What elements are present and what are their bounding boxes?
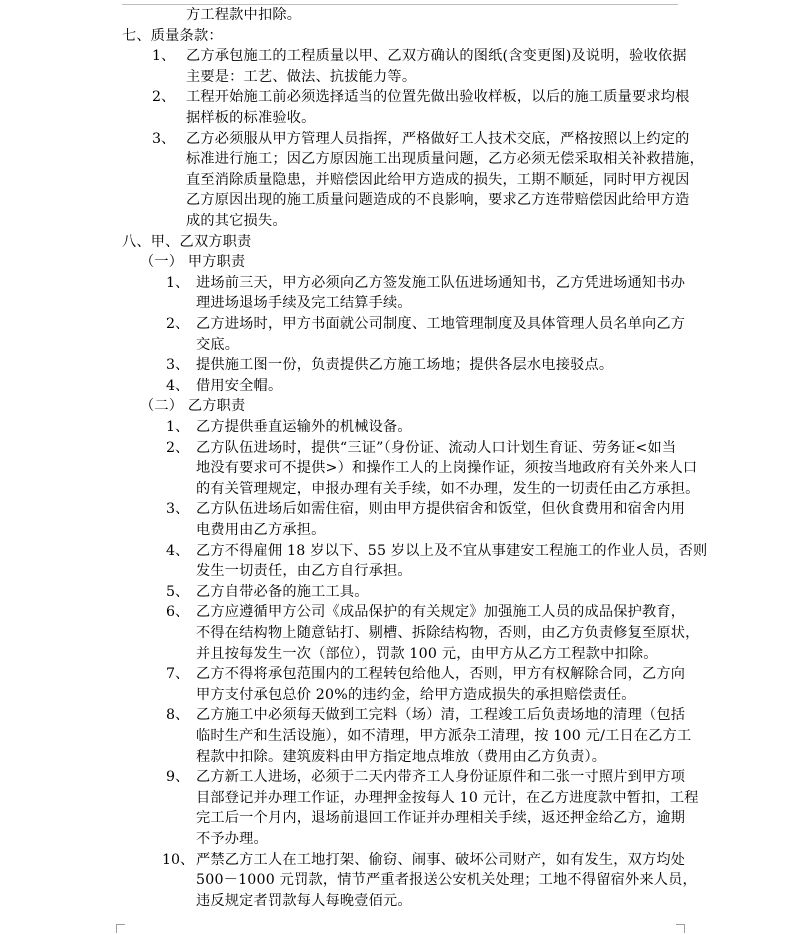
list-item-text: 乙方不得将承包范围内的工程转包给他人，否则，甲方有权解除合同，乙方向 bbox=[196, 666, 686, 683]
list-item-text: 乙方必须服从甲方管理人员指挥，严格做好工人技术交底，严格按照以上约定的 bbox=[186, 130, 690, 147]
list-item-text: 乙方进场时，甲方书面就公司制度、工地管理制度及具体管理人员名单向乙方 bbox=[196, 316, 686, 332]
item-number: 5、 bbox=[166, 583, 190, 600]
list-item-text: 乙方自带必备的施工工具。 bbox=[196, 583, 369, 600]
item-number: 2、 bbox=[166, 316, 190, 332]
list-item-text: 不得在结构物上随意钻打、剔槽、拆除结构物，否则，由乙方负责修复至原状， bbox=[196, 625, 700, 641]
item-number: 4、 bbox=[166, 542, 190, 559]
list-item-text: 不予办理。 bbox=[196, 831, 268, 847]
item-number: 1、 bbox=[166, 274, 190, 291]
list-item-text: 的有关管理规定，申报办理有关手续，如不办理，发生的一切责任由乙方承担。 bbox=[196, 480, 700, 497]
item-number: 3、 bbox=[166, 357, 190, 374]
item-number: 1、 bbox=[166, 419, 190, 435]
list-item-text: 据样板的标准验收。 bbox=[186, 110, 316, 126]
subsection-heading: （二） 乙方职责 bbox=[140, 398, 246, 415]
list-item-text: 主要是：工艺、做法、抗拔能力等。 bbox=[186, 68, 417, 85]
page-corner-mark-right bbox=[676, 924, 685, 933]
list-item-text: 甲方支付承包总价 20%的违约金，给甲方造成损失的承担赔偿责任。 bbox=[196, 686, 636, 703]
item-number: 8、 bbox=[166, 707, 190, 724]
list-item-text: 工程开始施工前必须选择适当的位置先做出验收样板，以后的施工质量要求均根 bbox=[186, 89, 690, 106]
list-item-text: 借用安全帽。 bbox=[196, 377, 283, 394]
list-item-text: 理进场退场手续及完工结算手续。 bbox=[196, 295, 412, 312]
list-item-text: 违反规定者罚款每人每晚壹佰元。 bbox=[196, 892, 412, 909]
item-number: 10、 bbox=[162, 851, 195, 868]
item-number: 4、 bbox=[166, 377, 190, 394]
list-item-text: 电费用由乙方承担。 bbox=[196, 522, 326, 538]
item-number: 3、 bbox=[166, 501, 190, 518]
list-item-text: 严禁乙方工人在工地打架、偷窃、闹事、破坏公司财产，如有发生，双方均处 bbox=[196, 851, 686, 868]
item-number: 3、 bbox=[152, 130, 176, 147]
list-item-text: 直至消除质量隐患，并赔偿因此给甲方造成的损失，工期不顺延，同时甲方视因 bbox=[186, 171, 690, 188]
list-item-text: 乙方提供垂直运输外的机械设备。 bbox=[196, 419, 412, 435]
list-item-text: 临时生产和生活设施），如不清理，甲方派杂工清理，按 100 元/工日在乙方工 bbox=[196, 728, 692, 744]
list-item-text: 乙方新工人进场，必须于二天内带齐工人身份证原件和二张一寸照片到甲方项 bbox=[196, 769, 686, 786]
list-item-text: 地没有要求可不提供>）和操作工人的上岗操作证，须按当地政府有关外来人口 bbox=[196, 460, 698, 477]
list-item-text: 提供施工图一份，负责提供乙方施工场地；提供各层水电接驳点。 bbox=[196, 357, 614, 374]
list-item-text: 乙方队伍进场后如需住宿，则由甲方提供宿舍和饭堂，但伙食费用和宿舍内用 bbox=[196, 501, 686, 518]
page-corner-mark-left bbox=[116, 924, 125, 933]
item-number: 6、 bbox=[166, 604, 190, 621]
section-heading: 八、甲、乙双方职责 bbox=[122, 233, 252, 250]
list-item-text: 乙方原因出现的施工质量问题造成的不良影响，要求乙方连带赔偿因此给甲方造 bbox=[186, 192, 690, 209]
item-number: 2、 bbox=[166, 439, 190, 456]
list-item-text: 发生一切责任，由乙方自行承担。 bbox=[196, 563, 412, 580]
list-item-text: 程款中扣除。建筑废料由甲方指定地点堆放（费用由乙方负责）。 bbox=[196, 748, 607, 765]
list-item-text: 乙方不得雇佣 18 岁以下、55 岁以上及不宜从事建安工程施工的作业人员，否则 bbox=[196, 542, 708, 559]
list-item-text: 目部登记并办理工作证，办理押金按每人 10 元计，在乙方进度款中暂扣，工程 bbox=[196, 789, 699, 806]
list-item-text: 完工后一个月内，退场前退回工作证并办理相关手续，返还押金给乙方，逾期 bbox=[196, 810, 686, 827]
item-number: 7、 bbox=[166, 666, 190, 683]
list-item-text: 乙方队伍进场时，提供“三证”（身份证、流动人口计划生育证、劳务证<如当 bbox=[196, 439, 677, 456]
list-item-text: 乙方应遵循甲方公司《成品保护的有关规定》加强施工人员的成品保护教育， bbox=[196, 604, 686, 621]
list-item-text: 进场前三天，甲方必须向乙方签发施工队伍进场通知书，乙方凭进场通知书办 bbox=[196, 274, 686, 291]
list-item-text: 500－1000 元罚款，情节严重者报送公安机关处理；工地不得留宿外来人员， bbox=[196, 872, 697, 889]
list-item-text: 标准进行施工；因乙方原因施工出现质量问题，乙方必须无偿采取相关补救措施， bbox=[186, 151, 704, 168]
section-heading: 七、质量条款： bbox=[122, 27, 223, 44]
continuation-text: 方工程款中扣除。 bbox=[186, 7, 302, 23]
list-item-text: 成的其它损失。 bbox=[186, 213, 287, 229]
list-item-text: 乙方施工中必须每天做到工完料（场）清，工程竣工后负责场地的清理（包括 bbox=[196, 707, 686, 724]
list-item-text: 交底。 bbox=[196, 336, 240, 353]
subsection-heading: （一） 甲方职责 bbox=[140, 254, 246, 271]
list-item-text: 乙方承包施工的工程质量以甲、乙双方确认的图纸(含变更图)及说明，验收依据 bbox=[186, 48, 687, 65]
item-number: 2、 bbox=[152, 89, 176, 106]
list-item-text: 并且按每发生一次（部位），罚款 100 元，由甲方从乙方工程款中扣除。 bbox=[196, 645, 658, 662]
item-number: 1、 bbox=[152, 48, 176, 65]
item-number: 9、 bbox=[166, 769, 190, 786]
